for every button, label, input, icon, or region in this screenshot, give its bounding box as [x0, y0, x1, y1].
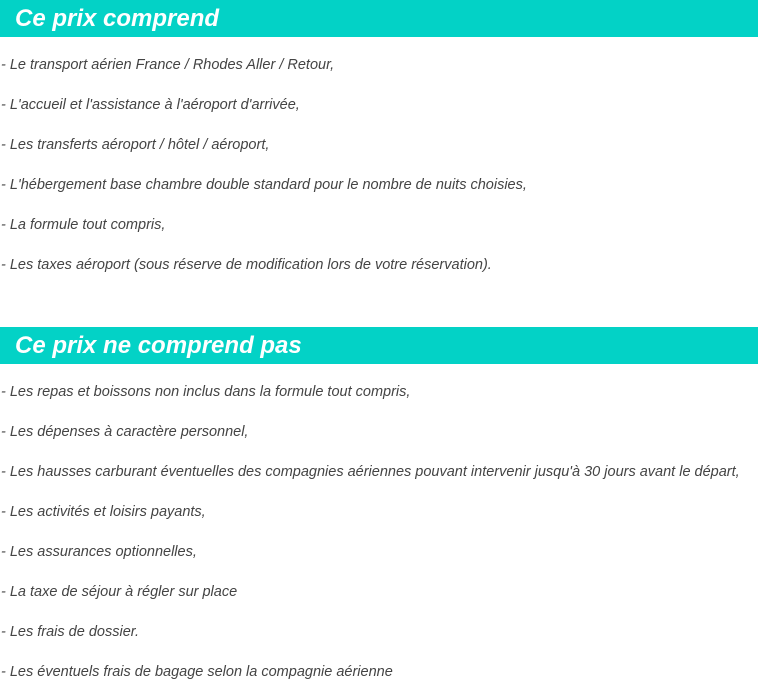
list-item: - Les frais de dossier. — [1, 624, 140, 640]
list-item: - Les transferts aéroport / hôtel / aéroport, — [1, 137, 270, 153]
list-item: - L'accueil et l'assistance à l'aéroport d'arrivée, — [1, 97, 300, 113]
list-item: - Le transport aérien France / Rhodes Aller / Retour, — [1, 57, 335, 73]
list-item: - La formule tout compris, — [1, 217, 166, 233]
list-item: - Les hausses carburant éventuelles des compagnies aériennes pouvant intervenir jusqu'à 30 jours avant le départ, — [1, 464, 740, 480]
list-item: - Les repas et boissons non inclus dans la formule tout compris, — [1, 384, 411, 400]
list-item: - Les taxes aéroport (sous réserve de modification lors de votre réservation). — [1, 257, 492, 273]
price-excludes-heading: Ce prix ne comprend pas — [0, 327, 758, 364]
list-item: - La taxe de séjour à régler sur place — [1, 584, 238, 600]
list-item: - Les éventuels frais de bagage selon la compagnie aérienne — [1, 664, 393, 680]
list-item: - Les dépenses à caractère personnel, — [1, 424, 249, 440]
price-excludes-section — [0, 327, 758, 364]
list-item: - L'hébergement base chambre double standard pour le nombre de nuits choisies, — [1, 177, 527, 193]
price-includes-heading: Ce prix comprend — [0, 0, 758, 37]
price-includes-section — [0, 0, 758, 37]
list-item: - Les activités et loisirs payants, — [1, 504, 206, 520]
list-item: - Les assurances optionnelles, — [1, 544, 197, 560]
